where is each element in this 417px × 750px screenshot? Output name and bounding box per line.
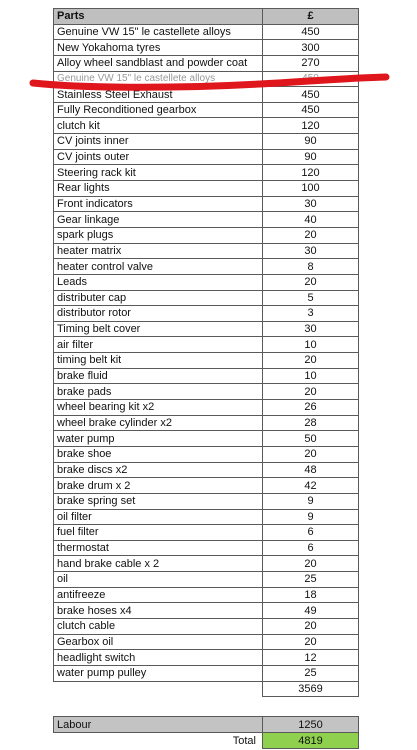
header-row — [54, 9, 359, 25]
table-row — [54, 603, 359, 619]
total-cost: 4819 — [263, 733, 359, 749]
table-row — [54, 415, 359, 431]
table-row — [54, 87, 359, 103]
part-name: water pump pulley — [54, 665, 263, 681]
part-cost: 6 — [263, 540, 359, 556]
part-cost: 30 — [263, 196, 359, 212]
table-row — [54, 290, 359, 306]
labour-cost: 1250 — [263, 717, 359, 733]
table-row — [54, 71, 359, 87]
part-cost: 40 — [263, 212, 359, 228]
part-name: Gear linkage — [54, 212, 263, 228]
table-row — [54, 165, 359, 181]
table-row — [54, 102, 359, 118]
part-cost: 10 — [263, 368, 359, 384]
part-cost: 20 — [263, 446, 359, 462]
part-cost: 10 — [263, 337, 359, 353]
part-name: brake spring set — [54, 493, 263, 509]
labour-label: Labour — [54, 717, 263, 733]
table-row — [54, 556, 359, 572]
table-row — [54, 540, 359, 556]
part-name: brake discs x2 — [54, 462, 263, 478]
part-cost: 5 — [263, 290, 359, 306]
table-row — [54, 634, 359, 650]
part-name: Steering rack kit — [54, 165, 263, 181]
part-cost: 3 — [263, 306, 359, 322]
part-cost: 18 — [263, 587, 359, 603]
table-row — [54, 181, 359, 197]
part-cost: 20 — [263, 384, 359, 400]
table-row — [54, 462, 359, 478]
part-cost: 120 — [263, 118, 359, 134]
part-name: brake fluid — [54, 368, 263, 384]
labour-row — [54, 717, 359, 733]
part-cost: 48 — [263, 462, 359, 478]
part-cost: 8 — [263, 259, 359, 275]
total-label: Total — [232, 734, 256, 747]
subtotal-label-cell — [54, 681, 263, 697]
summary-table — [53, 716, 359, 749]
part-name: CV joints inner — [54, 134, 263, 150]
part-cost: 9 — [263, 493, 359, 509]
part-name: antifreeze — [54, 587, 263, 603]
subtotal-row — [54, 681, 359, 697]
part-cost: 120 — [263, 165, 359, 181]
part-name: wheel brake cylinder x2 — [54, 415, 263, 431]
part-cost: 30 — [263, 321, 359, 337]
part-name: Genuine VW 15" le castellete alloys — [54, 24, 263, 40]
currency-header: £ — [263, 9, 359, 25]
part-cost: 50 — [263, 431, 359, 447]
parts-table — [53, 8, 359, 697]
table-row — [54, 493, 359, 509]
parts-body — [54, 24, 359, 681]
part-cost: 25 — [263, 665, 359, 681]
part-name: thermostat — [54, 540, 263, 556]
table-row — [54, 384, 359, 400]
part-cost: 270 — [263, 55, 359, 71]
part-name: air filter — [54, 337, 263, 353]
table-row — [54, 353, 359, 369]
part-name: brake pads — [54, 384, 263, 400]
table-row — [54, 243, 359, 259]
part-name: Fully Reconditioned gearbox — [54, 102, 263, 118]
table-row — [54, 118, 359, 134]
part-cost: 20 — [263, 556, 359, 572]
part-cost: 20 — [263, 634, 359, 650]
part-cost: 20 — [263, 274, 359, 290]
parts-subtotal: 3569 — [263, 681, 359, 697]
part-cost: 28 — [263, 415, 359, 431]
table-row — [54, 400, 359, 416]
part-name: fuel filter — [54, 525, 263, 541]
part-name: Stainless Steel Exhaust — [54, 87, 263, 103]
table-row — [54, 525, 359, 541]
table-row — [54, 149, 359, 165]
part-name: spark plugs — [54, 227, 263, 243]
part-name: New Yokahoma tyres — [54, 40, 263, 56]
table-row — [54, 24, 359, 40]
part-name: Alloy wheel sandblast and powder coat — [54, 55, 263, 71]
table-row — [54, 650, 359, 666]
table-row — [54, 227, 359, 243]
part-cost: 20 — [263, 227, 359, 243]
part-name: Timing belt cover — [54, 321, 263, 337]
part-cost: 30 — [263, 243, 359, 259]
table-row — [54, 446, 359, 462]
table-row — [54, 618, 359, 634]
part-name: Genuine VW 15" le castellete alloys — [54, 71, 263, 87]
part-cost: 450 — [263, 87, 359, 103]
part-cost: 49 — [263, 603, 359, 619]
part-cost: 6 — [263, 525, 359, 541]
part-name: clutch kit — [54, 118, 263, 134]
part-name: distributer cap — [54, 290, 263, 306]
part-cost: 25 — [263, 572, 359, 588]
part-cost: 300 — [263, 40, 359, 56]
part-cost: 100 — [263, 181, 359, 197]
part-cost: 450 — [263, 102, 359, 118]
part-cost: 9 — [263, 509, 359, 525]
part-name: clutch cable — [54, 618, 263, 634]
part-name: brake drum x 2 — [54, 478, 263, 494]
part-name: headlight switch — [54, 650, 263, 666]
part-name: Gearbox oil — [54, 634, 263, 650]
part-name: CV joints outer — [54, 149, 263, 165]
table-row — [54, 55, 359, 71]
total-row — [54, 733, 359, 749]
part-name: brake hoses x4 — [54, 603, 263, 619]
table-row — [54, 509, 359, 525]
table-row — [54, 321, 359, 337]
part-cost: 20 — [263, 353, 359, 369]
part-name: Leads — [54, 274, 263, 290]
table-row — [54, 337, 359, 353]
parts-header: Parts — [54, 9, 263, 25]
part-name: hand brake cable x 2 — [54, 556, 263, 572]
table-row — [54, 572, 359, 588]
table-row — [54, 431, 359, 447]
part-cost: 42 — [263, 478, 359, 494]
part-name: timing belt kit — [54, 353, 263, 369]
table-row — [54, 478, 359, 494]
part-name: distributor rotor — [54, 306, 263, 322]
part-name: wheel bearing kit x2 — [54, 400, 263, 416]
table-row — [54, 368, 359, 384]
table-row — [54, 40, 359, 56]
part-cost: 90 — [263, 149, 359, 165]
table-row — [54, 665, 359, 681]
table-row — [54, 134, 359, 150]
part-name: Rear lights — [54, 181, 263, 197]
part-cost: 90 — [263, 134, 359, 150]
part-name: oil — [54, 572, 263, 588]
part-cost: 12 — [263, 650, 359, 666]
table-row — [54, 212, 359, 228]
part-name: heater control valve — [54, 259, 263, 275]
part-name: heater matrix — [54, 243, 263, 259]
table-row — [54, 196, 359, 212]
part-name: brake shoe — [54, 446, 263, 462]
table-row — [54, 259, 359, 275]
table-row — [54, 587, 359, 603]
part-cost: 450 — [263, 24, 359, 40]
part-name: Front indicators — [54, 196, 263, 212]
part-cost: 20 — [263, 618, 359, 634]
part-name: water pump — [54, 431, 263, 447]
part-cost: 450 — [263, 71, 359, 87]
part-name: oil filter — [54, 509, 263, 525]
table-row — [54, 274, 359, 290]
table-row — [54, 306, 359, 322]
part-cost: 26 — [263, 400, 359, 416]
